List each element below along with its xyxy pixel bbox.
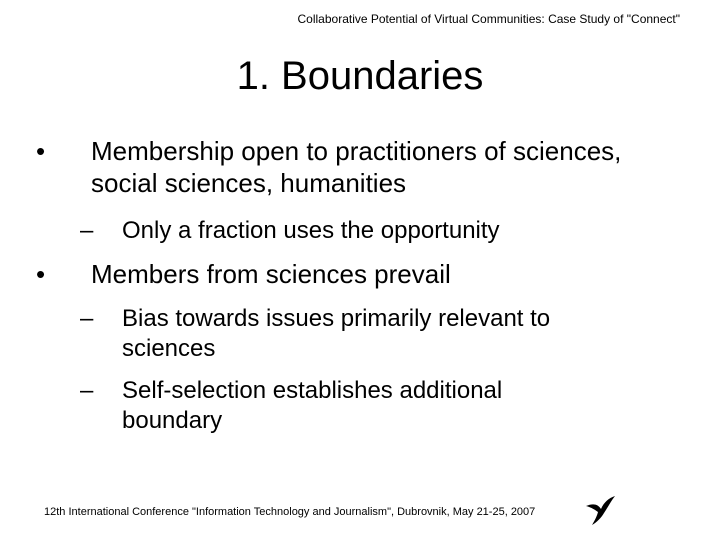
bullet-text: Membership open to practitioners of sciences, social sciences, humanities [91, 136, 622, 198]
sub-bullet-text: Bias towards issues primarily relevant to sciences [122, 305, 551, 362]
bullet-marker: • [36, 259, 46, 289]
footer-text: 12th International Conference "Information Technology and Journalism", Dubrovnik, May 21-25, 2007 [44, 506, 536, 518]
sub-bullet-marker: – [80, 217, 94, 244]
sub-bullet-text: Self-selection establishes additional boundary [122, 377, 503, 434]
header-text: Collaborative Potential of Virtual Communities: Case Study of "Connect" [297, 12, 680, 26]
sub-bullet-marker: – [80, 305, 94, 332]
bullet-marker: • [36, 136, 46, 166]
slide-title: 1. Boundaries [236, 54, 484, 98]
bullet-text: Members from sciences prevail [91, 259, 451, 289]
bird-logo-icon [584, 494, 616, 526]
sub-bullet-marker: – [80, 377, 94, 404]
sub-bullet-text: Only a fraction uses the opportunity [122, 217, 500, 244]
